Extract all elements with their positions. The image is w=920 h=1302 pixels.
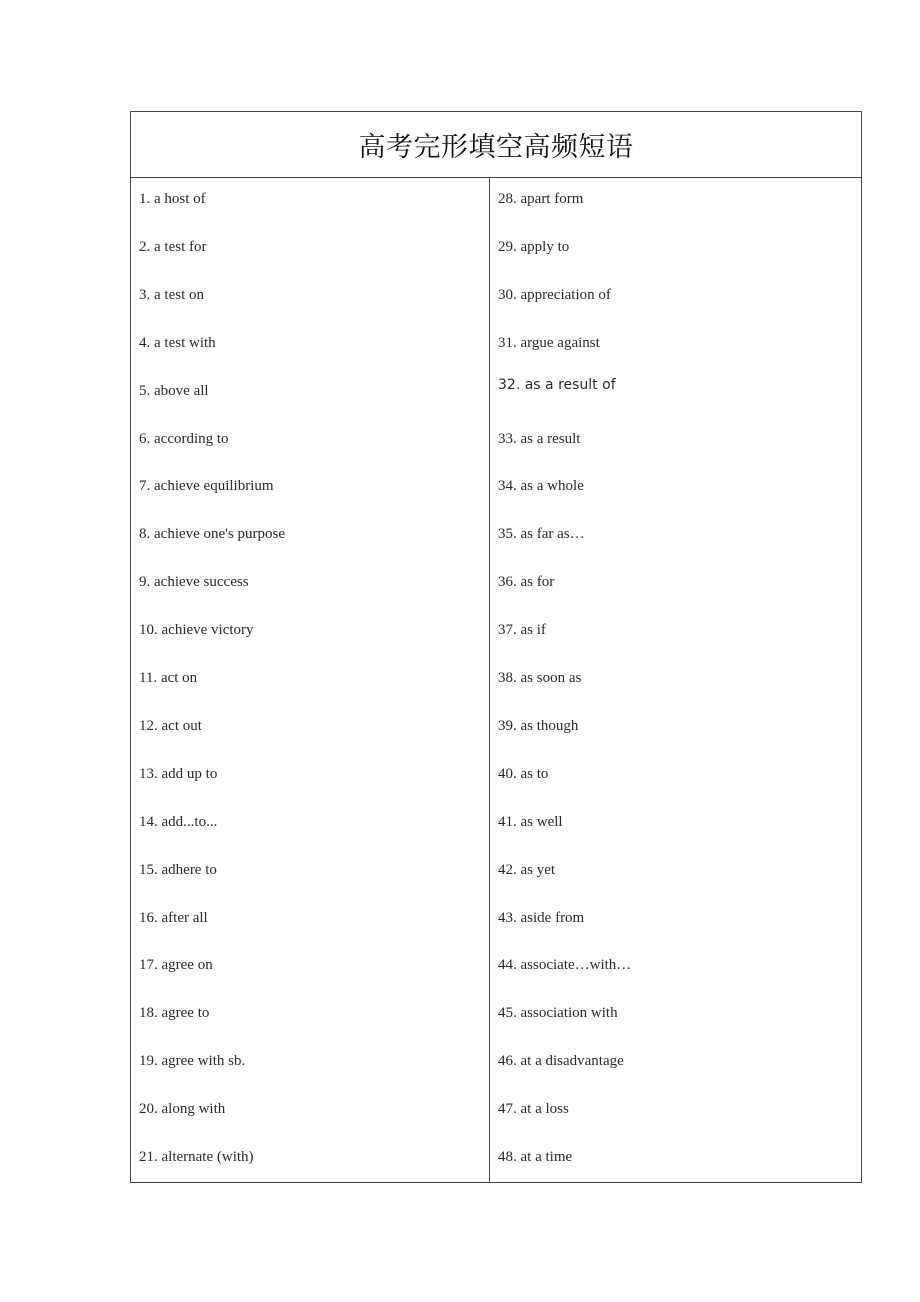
phrase-item: 1. a host of — [139, 191, 206, 207]
phrase-table — [130, 111, 862, 1183]
phrase-item: 37. as if — [498, 622, 546, 639]
phrase-item: 8. achieve one's purpose — [139, 526, 285, 543]
phrase-item: 46. at a disadvantage — [498, 1053, 624, 1070]
phrase-item: 39. as though — [498, 717, 579, 734]
phrase-item: 40. as to — [498, 765, 549, 782]
phrase-item: 5. above all — [139, 382, 209, 399]
phrase-item: 34. as a whole — [498, 478, 584, 495]
document-title: 高考完形填空高频短语 — [358, 132, 634, 163]
phrase-item: 3. a test on — [139, 286, 204, 303]
phrase-item: 21. alternate (with) — [139, 1149, 254, 1165]
phrase-item: 35. as far as… — [498, 526, 585, 543]
phrase-item: 19. agree with sb. — [139, 1053, 246, 1070]
phrase-item: 18. agree to — [139, 1005, 210, 1022]
phrase-item: 44. associate…with… — [498, 957, 632, 974]
phrase-item: 30. appreciation of — [498, 286, 611, 303]
phrase-item: 45. association with — [498, 1005, 618, 1022]
phrase-item: 20. along with — [139, 1101, 226, 1118]
phrase-item: 14. add...to... — [139, 813, 218, 830]
phrase-item: 11. act on — [139, 670, 198, 686]
phrase-item: 7. achieve equilibrium — [139, 478, 274, 495]
phrase-item: 41. as well — [498, 813, 563, 830]
phrase-item: 33. as a result — [498, 430, 581, 447]
phrase-item: 31. argue against — [498, 334, 600, 351]
phrase-item: 6. according to — [139, 430, 229, 447]
phrase-item: 32. as a result of — [498, 376, 616, 393]
phrase-item: 4. a test with — [139, 334, 216, 351]
phrase-item: 17. agree on — [139, 957, 213, 974]
column-divider — [489, 177, 490, 1182]
phrase-item: 48. at a time — [498, 1149, 573, 1165]
phrase-item: 12. act out — [139, 717, 202, 734]
title-row — [131, 112, 861, 178]
phrase-item: 16. after all — [139, 909, 208, 926]
phrase-item: 9. achieve success — [139, 574, 249, 591]
phrase-item: 47. at a loss — [498, 1101, 569, 1118]
phrase-item: 36. as for — [498, 574, 555, 591]
phrase-item: 38. as soon as — [498, 670, 582, 686]
phrase-item: 10. achieve victory — [139, 622, 254, 639]
phrase-item: 28. apart form — [498, 191, 584, 207]
phrase-item: 43. aside from — [498, 909, 585, 926]
phrase-item: 15. adhere to — [139, 861, 217, 878]
phrase-item: 13. add up to — [139, 765, 218, 782]
phrase-item: 42. as yet — [498, 861, 556, 878]
phrase-item: 2. a test for — [139, 238, 207, 255]
phrase-item: 29. apply to — [498, 238, 570, 255]
